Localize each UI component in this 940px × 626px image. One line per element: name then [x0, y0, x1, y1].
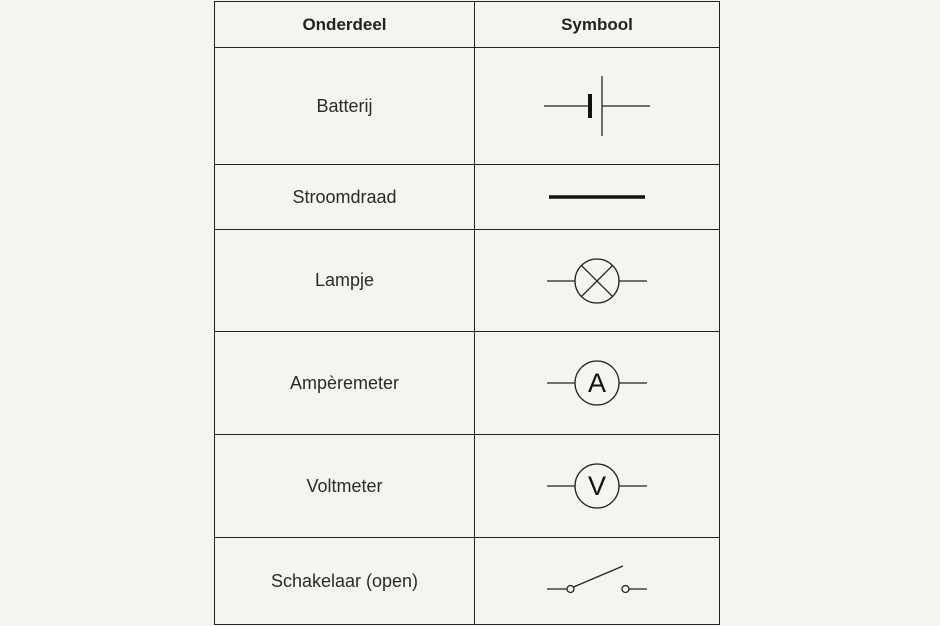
part-name-wire: Stroomdraad: [215, 165, 475, 230]
table-row: [215, 230, 720, 332]
symbol-cell-voltmeter: [475, 435, 720, 538]
symbol-cell-ammeter: [475, 332, 720, 435]
lamp-symbol-icon: [545, 257, 649, 305]
voltmeter-letter: V: [587, 471, 607, 501]
symbol-cell-wire: [475, 165, 720, 230]
table-row: [215, 435, 720, 538]
table-header-row: [215, 2, 720, 48]
table-row: [215, 538, 720, 625]
circuit-symbols-table: [214, 1, 720, 625]
symbol-cell-switch: [475, 538, 720, 625]
wire-symbol-icon: [547, 192, 647, 202]
ammeter-letter: A: [587, 368, 607, 398]
symbol-table-container: [214, 1, 719, 623]
table-row: [215, 165, 720, 230]
voltmeter-symbol-icon: [545, 462, 649, 510]
table-row: [215, 332, 720, 435]
part-name-voltmeter: Voltmeter: [215, 435, 475, 538]
part-name-ammeter: Ampèremeter: [215, 332, 475, 435]
open-switch-symbol-icon: [545, 564, 649, 598]
table-row: [215, 48, 720, 165]
part-name-battery: Batterij: [215, 48, 475, 165]
ammeter-symbol-icon: [545, 359, 649, 407]
part-name-lamp: Lampje: [215, 230, 475, 332]
header-part: Onderdeel: [215, 2, 475, 48]
symbol-cell-battery: [475, 48, 720, 165]
battery-symbol-icon: [542, 74, 652, 138]
part-name-switch: Schakelaar (open): [215, 538, 475, 625]
symbol-cell-lamp: [475, 230, 720, 332]
header-symbol: Symbool: [475, 2, 720, 48]
